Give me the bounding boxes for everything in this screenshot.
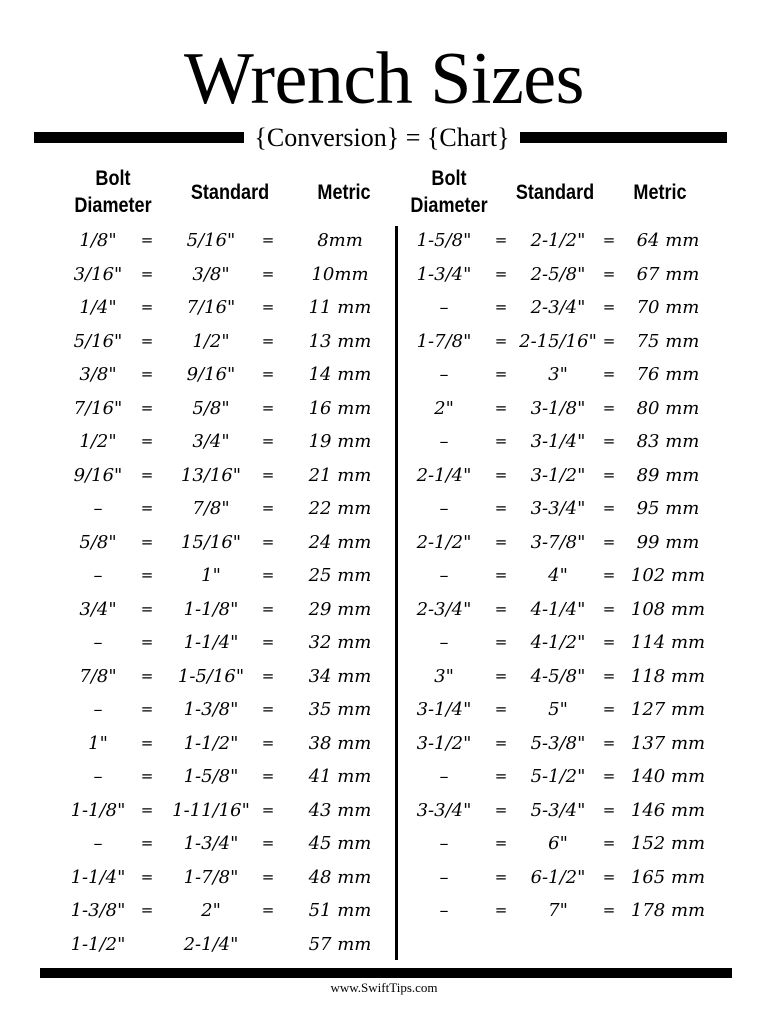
left-equals-sign: = [140,532,154,551]
right-equals-sign: = [494,800,508,819]
right-equals-sign: = [494,834,508,852]
left-standard-cell: 3/4" [192,431,230,452]
right-standard-cell: 3-1/8" [530,397,586,419]
left-equals-sign: = [140,700,154,718]
title-rule-left [34,132,244,143]
left-standard-cell: 7/8" [192,498,230,519]
right-equals-sign: = [494,499,508,517]
right-equals-sign: = [494,633,508,651]
right-standard-cell: 2-1/2" [530,230,586,251]
left-equals-column-2 [257,224,279,961]
left-equals-sign [257,928,279,962]
left-bolt-cell: 1/2" [79,431,117,452]
right-equals-sign: = [602,599,616,618]
left-standard-cell: 1-1/4" [183,632,239,653]
right-standard-cell: 3-1/2" [530,464,586,486]
right-bolt-cell: 2" [434,397,454,419]
right-standard-cell: 2-3/4" [530,297,586,318]
right-bolt-cell: – [439,364,449,385]
left-equals-sign [136,928,158,962]
left-standard-cell: 2-1/4" [183,933,239,955]
left-equals-sign: = [261,733,275,752]
left-metric-cell: 22 mm [308,498,372,519]
header-metric-left: Metric [317,181,371,204]
right-metric-cell: 67 mm [636,263,700,285]
left-equals-sign: = [261,700,275,718]
right-bolt-cell: 1-5/8" [416,230,472,251]
left-metric-cell: 57 mm [308,933,372,955]
left-equals-sign: = [261,633,275,651]
right-bolt-cell: – [439,900,449,921]
right-standard-cell: 3-3/4" [530,498,586,519]
right-standard-cell: 4-5/8" [530,665,586,687]
right-standard-cell: 4" [548,565,568,586]
right-standard-cell: 5-1/2" [530,766,586,787]
page-subtitle: {Conversion} = {Chart} [254,123,510,152]
right-equals-sign: = [602,264,616,283]
right-metric-cell: 89 mm [636,464,700,486]
right-equals-sign: = [602,532,616,551]
right-equals-sign: = [494,532,508,551]
left-bolt-cell: – [93,699,103,720]
title-rule-right [520,132,727,143]
right-metric-cell: 152 mm [630,833,706,854]
left-equals-sign: = [140,231,154,249]
left-equals-sign: = [261,231,275,249]
right-metric-column [620,224,716,928]
right-bolt-column [404,224,484,928]
right-equals-sign: = [494,298,508,316]
right-equals-sign: = [602,700,616,718]
left-equals-column-1 [136,224,158,961]
left-bolt-cell: 5/16" [73,330,123,352]
left-equals-sign: = [261,867,275,886]
right-standard-cell: 2-15/16" [519,330,597,352]
left-standard-column [162,224,260,961]
page-title: Wrench Sizes [184,38,584,120]
left-standard-cell: 1-5/16" [177,665,245,687]
right-equals-sign: = [494,599,508,618]
left-standard-cell: 13/16" [180,464,242,486]
right-metric-cell: 165 mm [630,866,706,888]
right-bolt-cell: – [439,766,449,787]
left-metric-cell: 10mm [311,263,369,285]
right-bolt-cell: – [439,297,449,318]
left-equals-sign: = [140,398,154,417]
right-bolt-cell: – [439,866,449,888]
right-standard-cell: 5" [548,699,568,720]
right-metric-cell: 114 mm [630,632,706,653]
column-divider [395,226,398,960]
left-equals-sign: = [261,834,275,852]
bottom-rule [40,968,732,978]
left-standard-cell: 1-1/2" [183,732,239,754]
left-metric-cell: 21 mm [308,464,372,486]
left-standard-cell: 7/16" [186,297,236,318]
right-equals-sign: = [602,633,616,651]
left-standard-cell: 2" [201,900,221,921]
right-metric-cell: 127 mm [630,699,706,720]
right-equals-sign: = [602,834,616,852]
left-equals-sign: = [140,633,154,651]
right-bolt-cell: 1-7/8" [416,330,472,352]
right-equals-sign: = [494,767,508,785]
left-bolt-cell: 1" [88,732,108,754]
left-metric-cell: 8mm [317,230,363,251]
left-equals-sign: = [140,599,154,618]
left-metric-cell: 25 mm [308,565,372,586]
right-equals-sign: = [494,231,508,249]
left-standard-cell: 1-1/8" [183,598,239,620]
right-metric-cell: 75 mm [636,330,700,352]
left-equals-sign: = [261,532,275,551]
left-metric-cell: 48 mm [308,866,372,888]
right-bolt-cell: – [439,498,449,519]
left-equals-sign: = [261,465,275,484]
right-equals-sign: = [602,331,616,350]
right-metric-cell: 99 mm [636,531,700,553]
header-bolt-diameter-left: Bolt Diameter [74,167,152,217]
right-bolt-cell: – [439,833,449,854]
right-equals-sign: = [494,700,508,718]
right-equals-sign: = [494,666,508,685]
right-equals-column-1 [490,224,512,928]
left-metric-cell: 14 mm [308,364,372,385]
left-standard-cell: 1-11/16" [172,799,250,821]
left-standard-cell: 1/2" [192,330,230,352]
right-metric-cell: 95 mm [636,498,700,519]
left-bolt-cell: 1-1/8" [70,799,126,821]
right-equals-sign: = [602,867,616,886]
left-bolt-cell: 1/8" [79,230,117,251]
right-equals-sign: = [602,901,616,919]
left-bolt-cell: 9/16" [73,464,123,486]
left-metric-cell: 38 mm [308,732,372,754]
left-bolt-cell: 7/16" [73,397,123,419]
left-metric-cell: 41 mm [308,766,372,787]
left-bolt-cell: 1-1/2" [70,933,126,955]
right-equals-sign: = [602,298,616,316]
right-bolt-cell: 2-3/4" [416,598,472,620]
left-metric-cell: 34 mm [308,665,372,687]
right-equals-sign: = [602,499,616,517]
right-equals-sign: = [602,800,616,819]
left-equals-sign: = [261,264,275,283]
right-bolt-cell: 3-3/4" [416,799,472,821]
left-metric-cell: 16 mm [308,397,372,419]
left-equals-sign: = [140,499,154,517]
right-equals-column-2 [598,224,620,928]
right-equals-sign: = [602,566,616,584]
right-equals-sign: = [494,365,508,383]
left-bolt-cell: 1/4" [79,297,117,318]
right-bolt-cell: 2-1/2" [416,531,472,553]
right-equals-sign: = [602,666,616,685]
left-bolt-cell: 5/8" [79,531,117,553]
right-bolt-cell: 3-1/4" [416,699,472,720]
left-metric-cell: 35 mm [308,699,372,720]
left-equals-sign: = [140,767,154,785]
right-standard-cell: 5-3/4" [530,799,586,821]
left-equals-sign: = [261,432,275,450]
right-standard-column [510,224,606,928]
right-standard-cell: 3" [548,364,568,385]
right-metric-cell: 70 mm [636,297,700,318]
left-equals-sign: = [261,800,275,819]
right-metric-cell: 146 mm [630,799,706,821]
right-equals-sign: = [494,901,508,919]
left-standard-cell: 15/16" [180,531,242,553]
right-bolt-cell: 3-1/2" [416,732,472,754]
left-equals-sign: = [261,331,275,350]
left-bolt-cell: – [93,565,103,586]
left-metric-cell: 19 mm [308,431,372,452]
left-metric-cell: 29 mm [308,598,372,620]
left-equals-sign: = [140,800,154,819]
right-equals-sign: = [602,767,616,785]
right-equals-sign: = [494,432,508,450]
right-bolt-cell: – [439,565,449,586]
right-standard-cell: 2-5/8" [530,263,586,285]
left-standard-cell: 3/8" [192,263,230,285]
left-bolt-column [58,224,138,961]
left-equals-sign: = [140,666,154,685]
right-equals-sign: = [602,231,616,249]
left-bolt-cell: 3/4" [79,598,117,620]
left-bolt-cell: 3/8" [79,364,117,385]
left-standard-cell: 1-3/8" [183,699,239,720]
left-standard-cell: 1-5/8" [183,766,239,787]
left-metric-cell: 13 mm [308,330,372,352]
left-equals-sign: = [140,365,154,383]
right-equals-sign: = [602,465,616,484]
right-metric-cell: 64 mm [636,230,700,251]
left-equals-sign: = [140,432,154,450]
left-equals-sign: = [140,465,154,484]
right-equals-sign: = [494,264,508,283]
right-metric-cell: 118 mm [630,665,706,687]
left-bolt-cell: 1-3/8" [70,900,126,921]
right-standard-cell: 6-1/2" [530,866,586,888]
right-standard-cell: 3-7/8" [530,531,586,553]
right-equals-sign: = [602,365,616,383]
left-equals-sign: = [261,767,275,785]
left-equals-sign: = [140,298,154,316]
left-equals-sign: = [261,499,275,517]
right-metric-cell: 83 mm [636,431,700,452]
header-metric-right: Metric [633,181,687,204]
right-standard-cell: 4-1/2" [530,632,586,653]
left-bolt-cell: 1-1/4" [70,866,126,888]
left-metric-cell: 32 mm [308,632,372,653]
right-metric-cell: 76 mm [636,364,700,385]
left-equals-sign: = [140,331,154,350]
right-metric-cell: 80 mm [636,397,700,419]
right-bolt-cell: 1-3/4" [416,263,472,285]
left-equals-sign: = [261,365,275,383]
right-standard-cell: 7" [548,900,568,921]
left-metric-cell: 11 mm [308,297,372,318]
right-metric-cell: 102 mm [630,565,706,586]
right-standard-cell: 5-3/8" [530,732,586,754]
right-bolt-cell: – [439,431,449,452]
right-standard-cell: 4-1/4" [530,598,586,620]
right-metric-cell: 108 mm [630,598,706,620]
left-bolt-cell: 7/8" [79,665,117,687]
header-standard-left: Standard [190,181,270,204]
left-bolt-cell: 3/16" [73,263,123,285]
right-bolt-cell: 3" [434,665,454,687]
left-equals-sign: = [140,901,154,919]
right-bolt-cell: 2-1/4" [416,464,472,486]
right-metric-cell: 137 mm [630,732,706,754]
left-equals-sign: = [261,298,275,316]
left-equals-sign: = [261,566,275,584]
left-equals-sign: = [261,901,275,919]
left-bolt-cell: – [93,498,103,519]
left-metric-cell: 24 mm [308,531,372,553]
right-equals-sign: = [602,733,616,752]
left-standard-cell: 5/8" [192,397,230,419]
right-equals-sign: = [494,331,508,350]
left-equals-sign: = [140,566,154,584]
left-bolt-cell: – [93,632,103,653]
left-metric-cell: 43 mm [308,799,372,821]
left-equals-sign: = [140,264,154,283]
left-standard-cell: 5/16" [186,230,236,251]
left-equals-sign: = [140,733,154,752]
right-standard-cell: 3-1/4" [530,431,586,452]
right-equals-sign: = [602,398,616,417]
left-metric-cell: 45 mm [308,833,372,854]
left-metric-column [292,224,388,961]
left-standard-cell: 9/16" [186,364,236,385]
right-equals-sign: = [602,432,616,450]
left-bolt-cell: – [93,833,103,854]
right-equals-sign: = [494,465,508,484]
header-bolt-diameter-right: Bolt Diameter [410,167,488,217]
right-bolt-cell: – [439,632,449,653]
left-equals-sign: = [261,398,275,417]
left-standard-cell: 1" [201,565,221,586]
footer-url: www.SwiftTips.com [330,980,438,995]
right-equals-sign: = [494,733,508,752]
left-equals-sign: = [261,599,275,618]
right-equals-sign: = [494,398,508,417]
left-metric-cell: 51 mm [308,900,372,921]
right-equals-sign: = [494,566,508,584]
header-standard-right: Standard [515,181,595,204]
right-standard-cell: 6" [548,833,568,854]
right-metric-cell: 178 mm [630,900,706,921]
left-standard-cell: 1-7/8" [183,866,239,888]
left-equals-sign: = [261,666,275,685]
left-bolt-cell: – [93,766,103,787]
left-standard-cell: 1-3/4" [183,833,239,854]
left-equals-sign: = [140,834,154,852]
right-equals-sign: = [494,867,508,886]
right-metric-cell: 140 mm [630,766,706,787]
left-equals-sign: = [140,867,154,886]
